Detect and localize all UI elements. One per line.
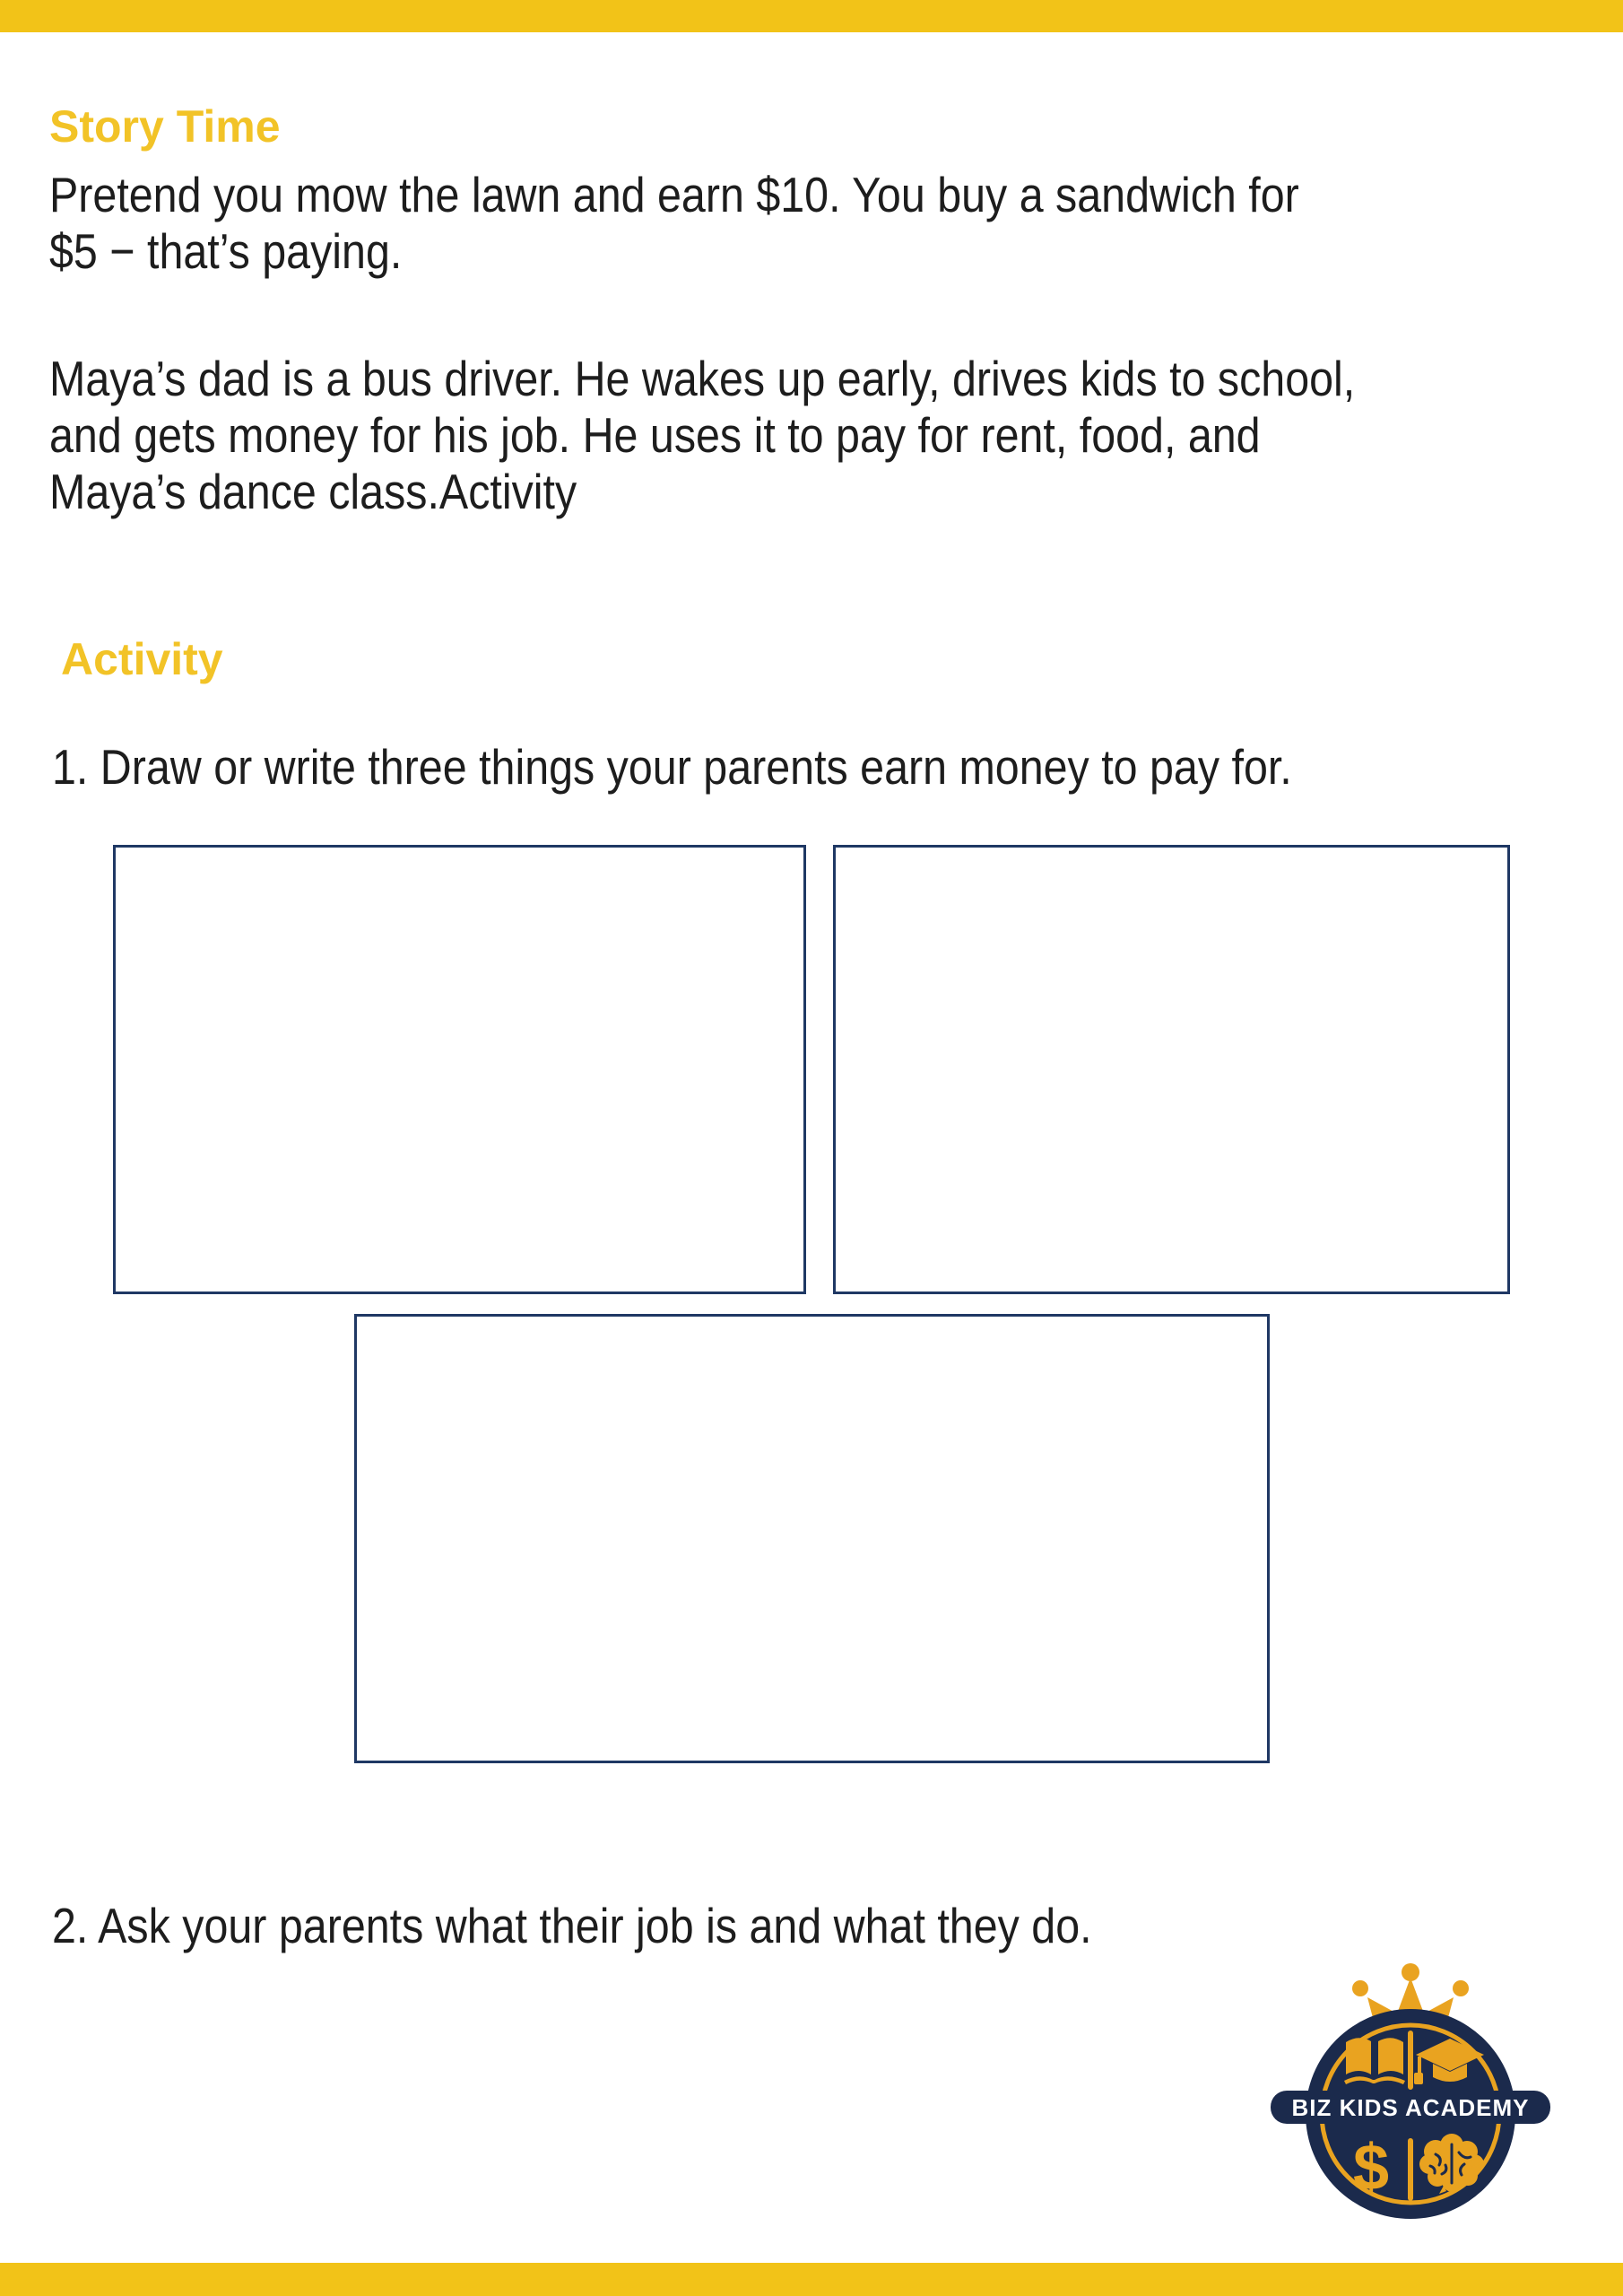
activity-item-2 <box>52 1898 1234 1954</box>
biz-kids-academy-logo <box>1260 1960 1565 2238</box>
drawing-box-3 <box>354 1314 1270 1763</box>
activity-item-1-text: 1. Draw or write three things your parents earn money to pay for. <box>52 739 1292 795</box>
story-paragraph-2-line-3: Maya’s dance class.Activity <box>49 464 577 519</box>
activity-heading: Activity <box>61 634 223 684</box>
story-paragraph-1-line-2: $5 − that’s paying. <box>49 223 403 279</box>
story-paragraph-2-line-1: Maya’s dad is a bus driver. He wakes up early, drives kids to school, <box>49 351 1356 406</box>
top-accent-bar <box>0 0 1623 32</box>
drawing-box-2 <box>833 845 1510 1294</box>
activity-item-2-text: 2. Ask your parents what their job is and what they do. <box>52 1898 1092 1953</box>
story-paragraph-1 <box>49 167 1470 280</box>
story-paragraph-1-line-1: Pretend you mow the lawn and earn $10. You buy a sandwich for <box>49 167 1299 222</box>
story-paragraph-2-line-2: and gets money for his job. He uses it to pay for rent, food, and <box>49 407 1261 463</box>
activity-item-1 <box>52 739 1461 796</box>
drawing-box-1 <box>113 845 806 1294</box>
dollar-sign-icon: $ <box>1352 2132 1390 2204</box>
bottom-accent-bar <box>0 2263 1623 2296</box>
story-paragraph-2 <box>49 351 1533 520</box>
logo-banner-text: BIZ KIDS ACADEMY <box>1291 2094 1530 2121</box>
story-time-heading: Story Time <box>49 101 281 152</box>
